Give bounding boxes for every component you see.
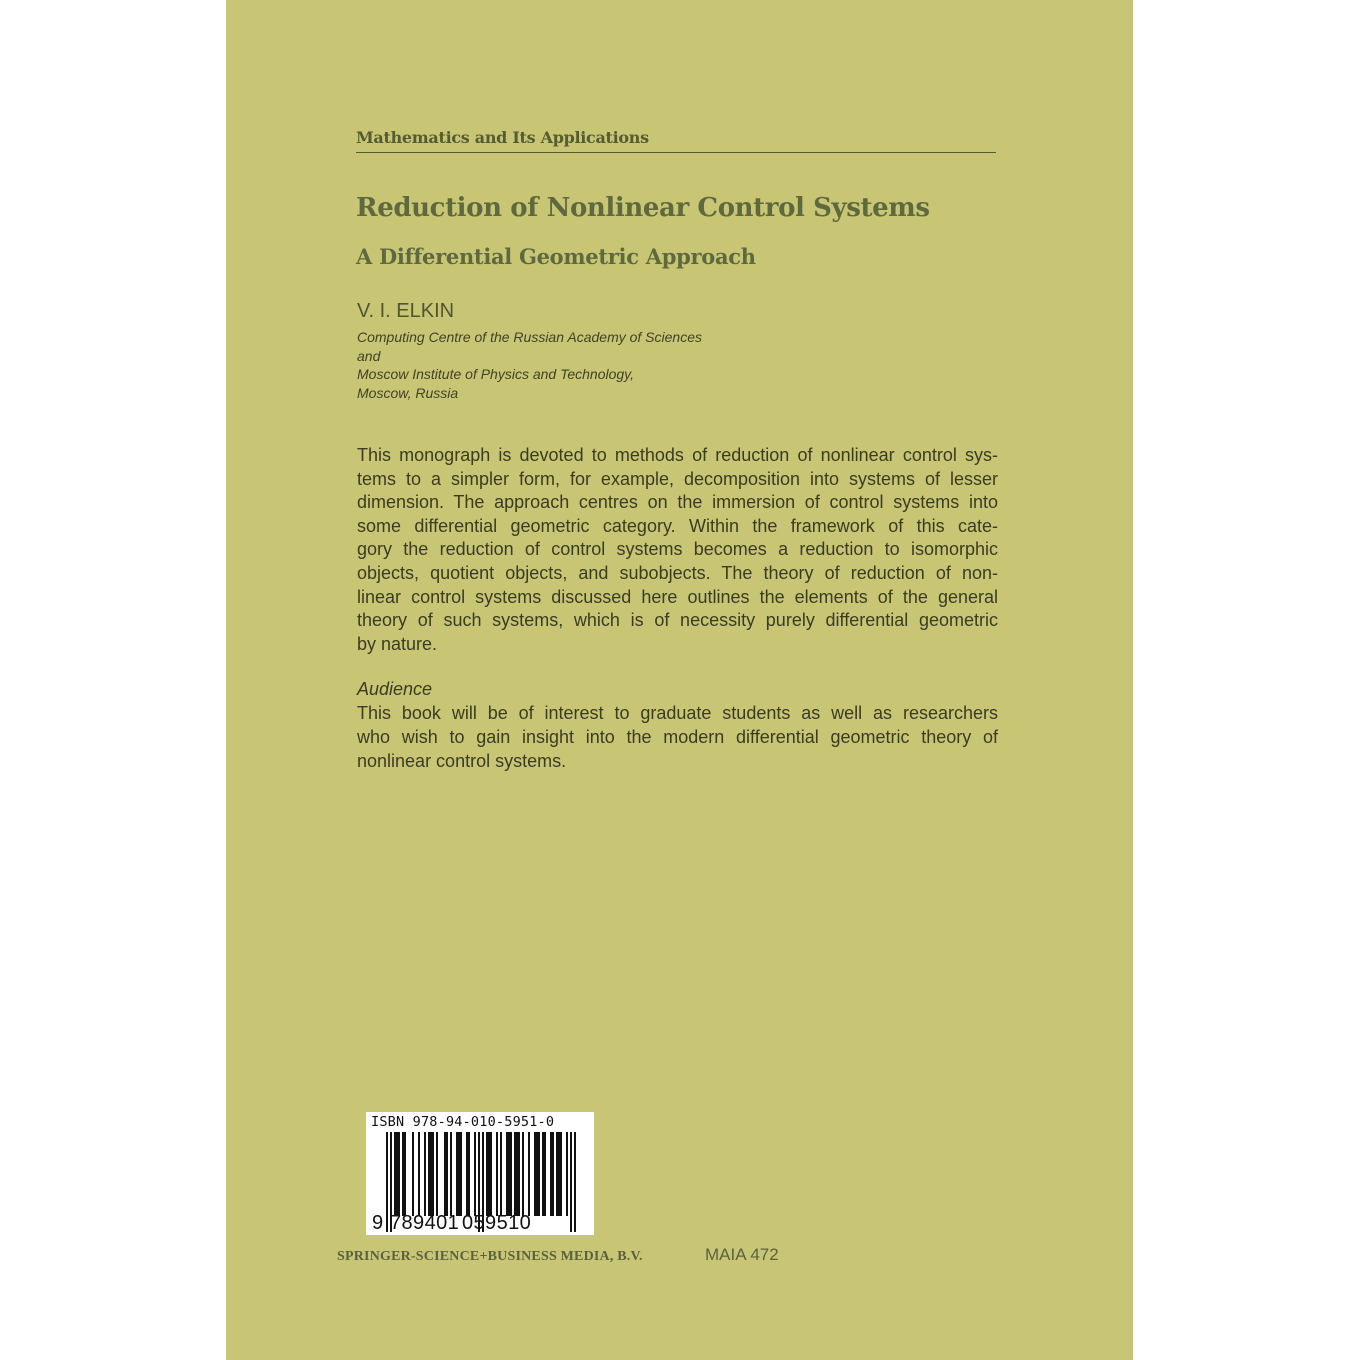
barcode-bar xyxy=(402,1132,404,1216)
barcode-bar xyxy=(528,1132,530,1216)
barcode-bar xyxy=(538,1132,540,1216)
barcode-bar xyxy=(396,1132,398,1216)
description-line: tems to a simpler form, for example, decomposition into systems of lesser xyxy=(357,468,998,489)
barcode-digits xyxy=(366,1212,594,1234)
affiliation-line: Computing Centre of the Russian Academy of Sciences xyxy=(357,329,702,345)
description-line: linear control systems discussed here outlines the elements of the general xyxy=(357,586,998,607)
barcode-bar xyxy=(510,1132,512,1216)
book-subtitle: A Differential Geometric Approach xyxy=(356,244,756,269)
series-rule xyxy=(356,152,996,153)
barcode-bar xyxy=(486,1132,488,1216)
author-name: V. I. ELKIN xyxy=(357,300,455,322)
barcode-bar xyxy=(456,1132,458,1216)
barcode-bar xyxy=(444,1132,446,1216)
description-line: by nature. xyxy=(357,633,438,654)
author-affiliation xyxy=(357,328,702,402)
isbn-barcode xyxy=(366,1112,594,1235)
isbn-label: ISBN 978-94-010-5951-0 xyxy=(371,1114,555,1130)
description-line: gory the reduction of control systems becomes a reduction to isomorphic xyxy=(357,539,998,560)
audience-heading: Audience xyxy=(357,679,433,699)
barcode-bar xyxy=(496,1132,498,1216)
barcode-bar xyxy=(560,1132,562,1216)
barcode-bar xyxy=(458,1132,460,1216)
barcode-bar xyxy=(542,1132,544,1216)
barcode-bar xyxy=(394,1132,396,1216)
barcode-digit-group-left: 789401 xyxy=(390,1212,460,1234)
barcode-bar xyxy=(474,1132,476,1216)
barcode-bar xyxy=(432,1132,434,1216)
barcode-bar xyxy=(518,1132,520,1216)
barcode-bar xyxy=(468,1132,470,1216)
barcode-bar xyxy=(534,1132,536,1216)
barcode-bar xyxy=(550,1132,552,1216)
barcode-bar xyxy=(516,1132,518,1216)
barcode-bar xyxy=(460,1132,462,1216)
affiliation-line: Moscow, Russia xyxy=(357,384,459,401)
barcode-bar xyxy=(446,1132,448,1216)
barcode-bar xyxy=(428,1132,430,1216)
description-line: theory of such systems, which is of necessity purely differential geometric xyxy=(357,610,998,631)
barcode-bar xyxy=(506,1132,508,1216)
series-name: Mathematics and Its Applications xyxy=(356,128,649,147)
barcode-bar xyxy=(544,1132,546,1216)
description-line: some differential geometric category. Within the framework of this cate- xyxy=(357,515,998,536)
barcode-bar xyxy=(424,1132,426,1216)
series-code: MAIA 472 xyxy=(705,1245,779,1264)
barcode-bar xyxy=(522,1132,524,1216)
barcode-bar xyxy=(514,1132,516,1216)
barcode-bar xyxy=(436,1132,438,1216)
barcode-bar xyxy=(566,1132,568,1216)
book-title: Reduction of Nonlinear Control Systems xyxy=(356,193,930,223)
barcode-bar xyxy=(450,1132,452,1216)
barcode-bar xyxy=(466,1132,468,1216)
barcode-bar xyxy=(508,1132,510,1216)
barcode-bar xyxy=(556,1132,558,1216)
barcode-bar xyxy=(412,1132,414,1216)
barcode-bar xyxy=(398,1132,400,1216)
barcode-bar xyxy=(418,1132,420,1216)
description-paragraph xyxy=(357,444,998,656)
description-line: This monograph is devoted to methods of reduction of nonlinear control sys- xyxy=(357,445,998,465)
publisher-name: SPRINGER-SCIENCE+BUSINESS MEDIA, B.V. xyxy=(337,1249,643,1264)
audience-line: who wish to gain insight into the modern differential geometric theory of xyxy=(357,727,998,747)
audience-line: nonlinear control systems. xyxy=(357,751,567,771)
barcode-bar xyxy=(404,1132,406,1216)
description-line: dimension. The approach centres on the immersion of control systems into xyxy=(357,492,998,513)
barcode-digit-group-right: 059510 xyxy=(462,1212,532,1234)
affiliation-line: Moscow Institute of Physics and Technology, xyxy=(357,366,635,382)
description-line: objects, quotient objects, and subobjects. The theory of reduction of non- xyxy=(357,562,998,583)
barcode-bar xyxy=(490,1132,492,1216)
barcode-bar xyxy=(488,1132,490,1216)
audience-paragraph xyxy=(357,701,998,773)
barcode-bar xyxy=(558,1132,560,1216)
barcode-bar xyxy=(500,1132,502,1216)
audience-line: This book will be of interest to graduate students as well as researchers xyxy=(357,703,998,723)
barcode-bar xyxy=(430,1132,432,1216)
affiliation-line: and xyxy=(357,347,381,364)
barcode-bar xyxy=(536,1132,538,1216)
barcode-digit-lead: 9 xyxy=(372,1212,384,1234)
barcode-bar xyxy=(552,1132,554,1216)
